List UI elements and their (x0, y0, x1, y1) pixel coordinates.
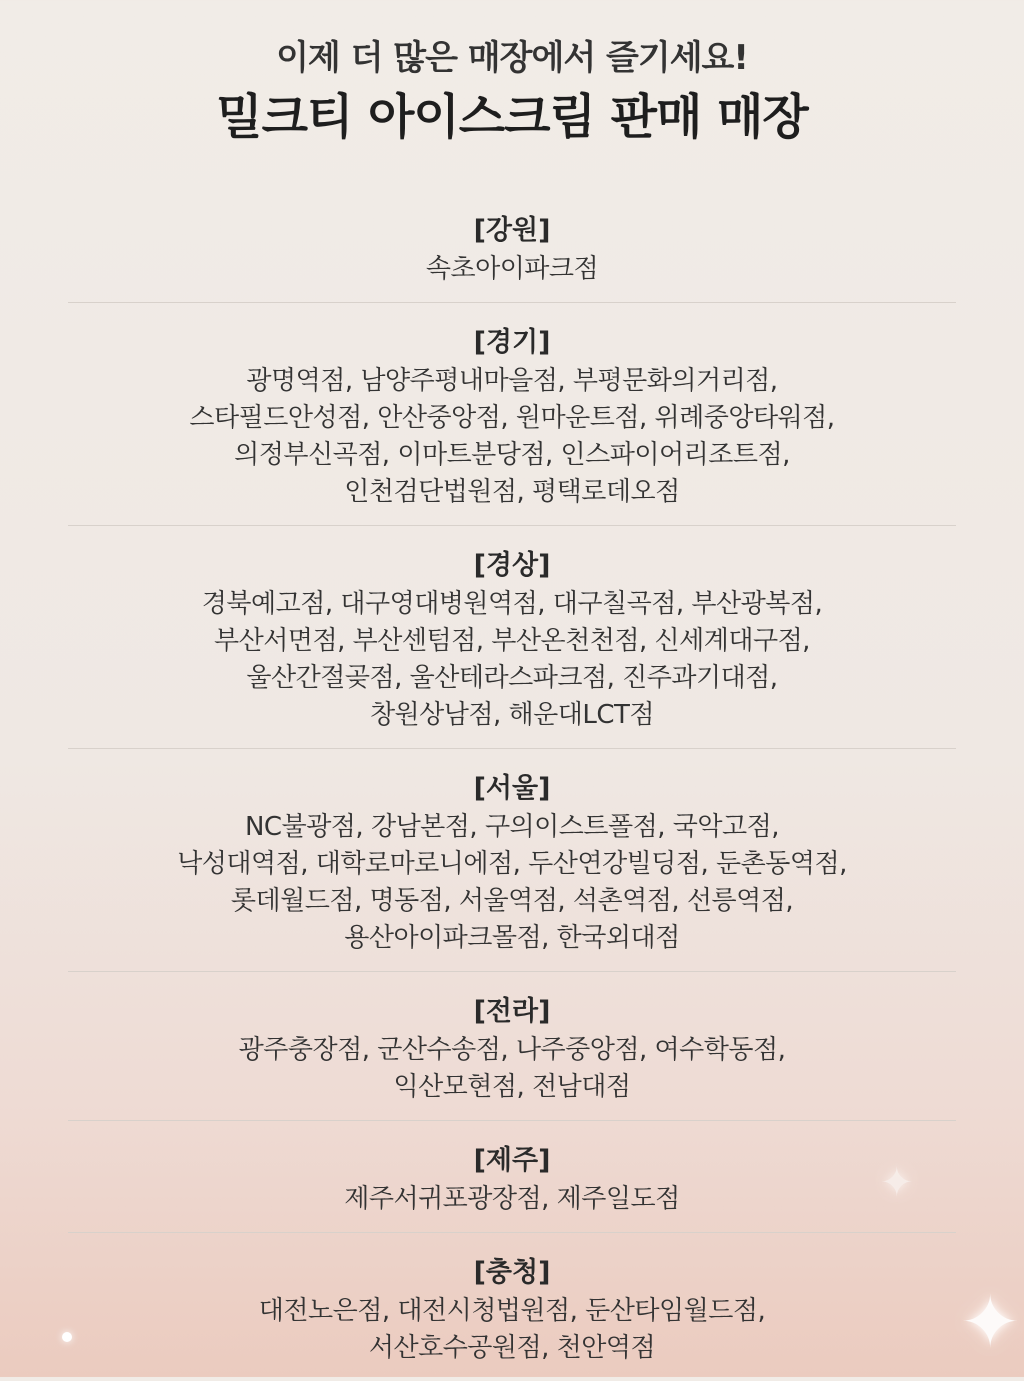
sparkle-icon: ✦ (880, 1160, 914, 1206)
region-gyeonggi (68, 319, 956, 526)
region-title: [경기] (473, 327, 551, 358)
region-jeju (68, 1137, 956, 1233)
page-subtitle: 이제 더 많은 매장에서 즐기세요! (276, 38, 748, 78)
store-list-line: 익산모현점, 전남대점 (393, 1072, 631, 1102)
region-chungcheong (68, 1249, 956, 1381)
store-list-line: 용산아이파크몰점, 한국외대점 (344, 923, 680, 953)
region-gangwon (68, 207, 956, 303)
store-list-line: NC불광점, 강남본점, 구의이스트폴점, 국악고점, (244, 812, 780, 842)
store-list-line: 경북예고점, 대구영대병원역점, 대구칠곡점, 부산광복점, (201, 589, 823, 619)
region-title: [강원] (473, 215, 551, 246)
store-list-line: 인천검단법원점, 평택로데오점 (344, 477, 680, 507)
region-gyeongsang (68, 542, 956, 749)
store-list-line: 제주서귀포광장점, 제주일도점 (344, 1184, 680, 1214)
store-list-line: 서산호수공원점, 천안역점 (368, 1333, 656, 1363)
store-list-line: 의정부신곡점, 이마트분당점, 인스파이어리조트점, (234, 440, 790, 470)
region-title: [충청] (473, 1257, 551, 1288)
store-list-line: 대전노은점, 대전시청법원점, 둔산타임월드점, (258, 1296, 766, 1326)
region-title: [전라] (473, 996, 551, 1027)
region-seoul (68, 765, 956, 972)
store-list-line: 속초아이파크점 (425, 254, 599, 284)
store-list-line: 창원상남점, 해운대LCT점 (369, 700, 655, 730)
store-list-line: 광명역점, 남양주평내마을점, 부평문화의거리점, (246, 366, 778, 396)
region-title: [경상] (473, 550, 551, 581)
region-title: [서울] (473, 773, 551, 804)
store-list-line: 스타필드안성점, 안산중앙점, 원마운트점, 위례중앙타워점, (189, 403, 835, 433)
region-jeolla (68, 988, 956, 1121)
store-list-line: 부산서면점, 부산센텀점, 부산온천천점, 신세계대구점, (214, 626, 810, 656)
store-list-line: 광주충장점, 군산수송점, 나주중앙점, 여수학동점, (238, 1035, 786, 1065)
store-region-list (68, 207, 956, 1381)
sparkle-icon: ✦ (960, 1280, 1021, 1364)
store-list-line: 롯데월드점, 명동점, 서울역점, 석촌역점, 선릉역점, (230, 886, 794, 916)
header (0, 30, 1024, 148)
glow-dot-icon (62, 1332, 72, 1342)
store-list-line: 울산간절곶점, 울산테라스파크점, 진주과기대점, (246, 663, 778, 693)
region-title: [제주] (473, 1145, 551, 1176)
store-list-line: 낙성대역점, 대학로마로니에점, 두산연강빌딩점, 둔촌동역점, (177, 849, 847, 879)
page-title: 밀크티 아이스크림 판매 매장 (216, 89, 808, 145)
